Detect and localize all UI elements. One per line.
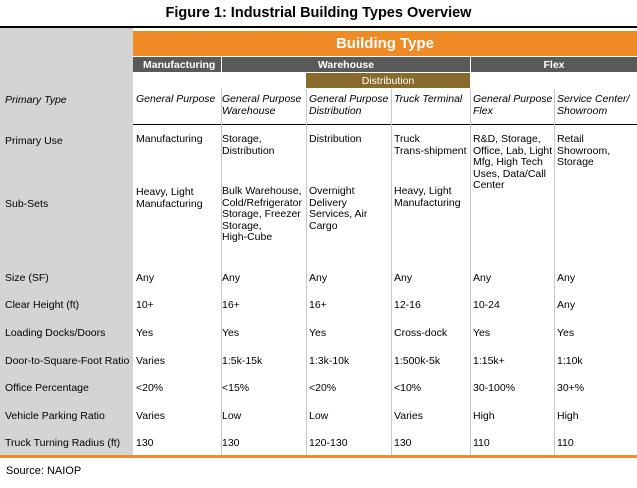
sub-sets-cell-line: Manufacturing: [136, 197, 203, 210]
table-cell: 1:10k: [557, 355, 583, 367]
primary-use-cell-line: Showroom,: [557, 144, 611, 157]
table-cell: Any: [473, 272, 492, 284]
table-cell: 130: [136, 437, 154, 449]
column-divider: [391, 89, 392, 455]
table-cell: 16+: [222, 299, 240, 311]
table-cell: <10%: [394, 382, 422, 394]
table-cell: 130: [222, 437, 240, 449]
table-cell: Any: [557, 299, 576, 311]
building-type-header: Building Type: [133, 31, 637, 56]
row-label: Sub-Sets: [5, 198, 49, 210]
primary-use-cell-line: Storage: [557, 156, 594, 168]
column-header-line: Distribution: [309, 104, 362, 117]
table-cell: Low: [309, 410, 329, 422]
table-cell: 1:15k+: [473, 355, 505, 367]
table-cell: <20%: [309, 382, 337, 394]
group-distribution: Distribution: [306, 73, 470, 88]
column-divider: [306, 89, 307, 455]
row-label: Vehicle Parking Ratio: [5, 410, 105, 422]
table-cell: Yes: [473, 327, 491, 339]
primary-use-cell: [222, 134, 275, 157]
table-cell: Cross-dock: [394, 327, 448, 339]
table-cell: 120-130: [309, 437, 348, 449]
header-rule: [133, 124, 637, 125]
primary-use-cell: [473, 134, 552, 192]
primary-use-cell-line: Storage,: [222, 133, 262, 145]
row-label: Truck Turning Radius (ft): [5, 437, 121, 449]
table-cell: Varies: [136, 410, 165, 422]
table-cell: 110: [557, 437, 574, 449]
sub-sets-cell-line: Services, Air: [309, 208, 368, 220]
primary-use-cell-line: Distribution: [309, 133, 362, 145]
column-header: [557, 94, 629, 117]
table-cell: 10+: [136, 299, 154, 311]
primary-use-cell-line: R&D, Storage,: [473, 133, 541, 145]
column-header-line: Flex: [473, 104, 493, 117]
table-cell: Yes: [309, 327, 327, 339]
primary-use-cell-line: Trans-shipment: [394, 144, 467, 157]
sub-sets-cell-line: High-Cube: [222, 231, 273, 243]
column-header-line: General Purpose: [473, 93, 553, 105]
table-cell: <15%: [222, 382, 250, 394]
column-header-line: Showroom: [557, 104, 608, 117]
sub-sets-cell-line: Heavy, Light: [136, 186, 194, 198]
column-header: [473, 94, 552, 117]
table-cell: Any: [557, 272, 576, 284]
row-label: Clear Height (ft): [5, 299, 80, 311]
table-cell: 1:5k-15k: [222, 355, 263, 367]
primary-use-cell: [394, 134, 467, 157]
bottom-rule: [0, 455, 637, 458]
table-cell: Any: [309, 272, 328, 284]
sub-sets-cell-line: Cargo: [309, 219, 338, 232]
column-header-line: General Purpose: [309, 93, 389, 105]
column-header-line: Warehouse: [222, 104, 276, 117]
table-cell: 130: [394, 437, 412, 449]
table-cell: <20%: [136, 382, 164, 394]
table-cell: 30+%: [557, 382, 585, 394]
primary-use-cell-line: Distribution: [222, 144, 275, 157]
group-manufacturing: Manufacturing: [133, 57, 221, 72]
sub-sets-cell-line: Manufacturing: [394, 196, 461, 209]
table-cell: 1:3k-10k: [309, 355, 350, 367]
primary-use-cell: [557, 134, 610, 169]
primary-use-cell-line: Mfg, High Tech: [473, 156, 543, 168]
table-cell: Yes: [557, 327, 575, 339]
table-cell: Any: [394, 272, 413, 284]
figure-title: Figure 1: Industrial Building Types Overview: [165, 5, 472, 21]
row-label: Loading Docks/Doors: [5, 327, 106, 339]
sub-sets-cell-line: Storage,: [222, 219, 262, 232]
sub-sets-cell-line: Overnight: [309, 185, 355, 197]
table-cell: Varies: [394, 410, 423, 422]
column-header: [394, 94, 462, 106]
column-header-line: General Purpose: [136, 93, 216, 105]
row-label: Primary Use: [5, 135, 63, 147]
sub-sets-cell-line: Delivery: [309, 196, 347, 209]
row-label: Size (SF): [5, 272, 49, 284]
table-cell: 1:500k-5k: [394, 355, 441, 367]
primary-use-cell-line: Uses, Data/Call: [473, 167, 546, 180]
primary-use-cell: [309, 134, 362, 146]
sub-sets-cell-line: Cold/Refrigerator: [222, 196, 302, 209]
column-header: [309, 94, 388, 117]
column-divider: [554, 89, 555, 455]
table-cell: 110: [473, 437, 490, 449]
sub-sets-cell: [309, 186, 367, 232]
table-cell: 10-24: [473, 299, 500, 311]
column-header: [136, 94, 215, 106]
column-header-line: Truck Terminal: [394, 93, 463, 105]
primary-use-cell-line: Center: [473, 179, 505, 191]
primary-use-cell-line: Manufacturing: [136, 133, 203, 145]
table-cell: Yes: [136, 327, 154, 339]
column-header: [222, 94, 301, 117]
sub-sets-cell: [136, 187, 203, 210]
row-label: Door-to-Square-Foot Ratio: [5, 355, 130, 367]
group-flex: Flex: [471, 57, 637, 72]
table-cell: Low: [222, 410, 242, 422]
row-label: Primary Type: [5, 94, 67, 106]
table-cell: Yes: [222, 327, 240, 339]
row-label: Office Percentage: [5, 382, 89, 394]
column-divider: [470, 89, 471, 455]
sub-sets-cell-line: Heavy, Light: [394, 185, 452, 197]
sub-sets-cell: [222, 186, 302, 244]
primary-use-cell-line: Truck: [394, 133, 420, 145]
table-cell: 30-100%: [473, 382, 516, 394]
table-cell: Varies: [136, 355, 165, 367]
table-cell: High: [473, 410, 495, 422]
table-cell: 16+: [309, 299, 327, 311]
sub-sets-cell-line: Bulk Warehouse,: [222, 185, 302, 197]
primary-use-cell: [136, 134, 203, 146]
primary-use-cell-line: Retail: [557, 133, 584, 145]
table-cell: High: [557, 410, 579, 422]
table-cell: Any: [222, 272, 241, 284]
table-cell: 12-16: [394, 299, 421, 311]
column-header-line: Service Center/: [557, 93, 630, 105]
sub-sets-cell-line: Storage, Freezer: [222, 208, 301, 220]
source-note: Source: NAIOP: [6, 465, 82, 477]
column-header-line: General Purpose: [222, 93, 302, 105]
sub-sets-cell: [394, 186, 461, 209]
table-cell: Any: [136, 272, 155, 284]
group-warehouse: Warehouse: [222, 57, 470, 72]
primary-use-cell-line: Office, Lab, Light: [473, 144, 553, 157]
